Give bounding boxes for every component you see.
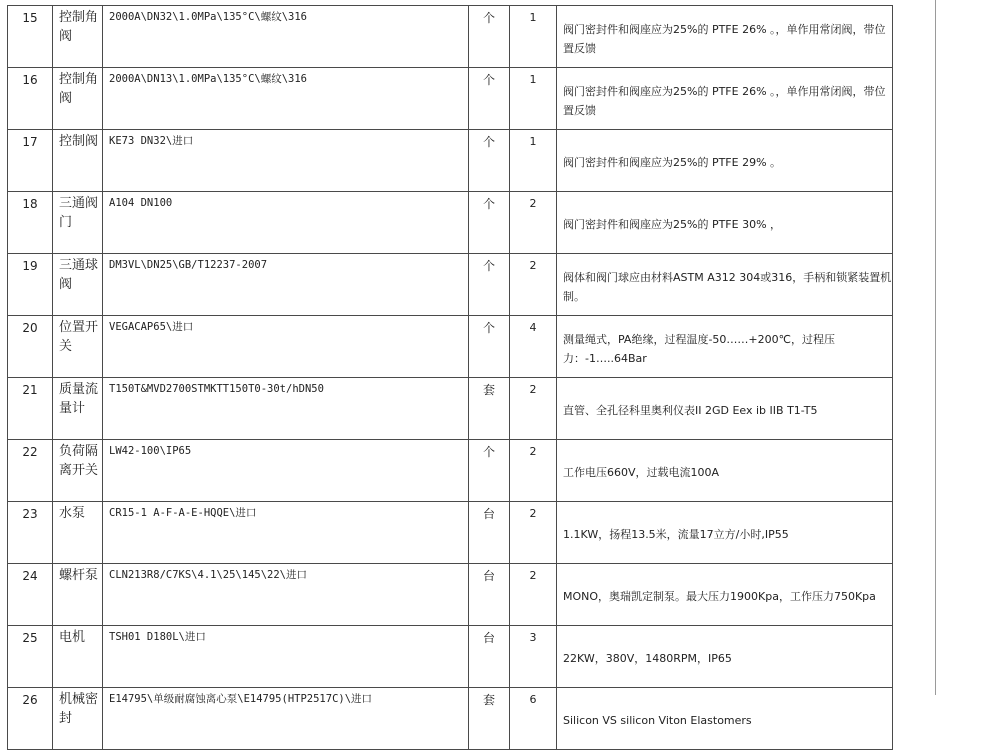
unit-text: 套: [482, 383, 495, 397]
remark-text: 工作电压660V，过载电流100A: [563, 466, 720, 479]
quantity-text: 1: [529, 11, 537, 24]
quantity-cell: [510, 502, 557, 564]
table-row: [8, 130, 893, 192]
item-number-text: 18: [22, 197, 38, 211]
model-spec-cell: [103, 502, 469, 564]
quantity-cell: [510, 378, 557, 440]
quantity-text: 2: [529, 197, 537, 210]
model-spec-cell: [103, 6, 469, 68]
table-row: [8, 564, 893, 626]
unit-cell: [469, 688, 510, 750]
item-number-cell: [8, 192, 53, 254]
remark-cell: [557, 378, 893, 440]
table-row: [8, 192, 893, 254]
item-number-text: 24: [22, 569, 38, 583]
item-number-text: 23: [22, 507, 38, 521]
remark-cell: [557, 192, 893, 254]
item-number-text: 22: [22, 445, 38, 459]
remark-cell: [557, 502, 893, 564]
remark-text: 1.1KW，扬程13.5米，流量17立方/小时,IP55: [563, 528, 789, 541]
remark-cell: [557, 564, 893, 626]
unit-text: 台: [482, 507, 495, 521]
remark-cell: [557, 688, 893, 750]
quantity-cell: [510, 564, 557, 626]
unit-text: 台: [482, 569, 495, 583]
remark-cell: [557, 68, 893, 130]
table-row: [8, 688, 893, 750]
item-number-cell: [8, 564, 53, 626]
item-number-cell: [8, 440, 53, 502]
quantity-text: 6: [529, 693, 537, 706]
quantity-cell: [510, 6, 557, 68]
model-spec-cell: [103, 192, 469, 254]
remark-cell: [557, 316, 893, 378]
table-row: [8, 626, 893, 688]
item-name-cell: [53, 688, 103, 750]
remark-cell: [557, 130, 893, 192]
quantity-text: 2: [529, 259, 537, 272]
quantity-text: 3: [529, 631, 537, 644]
remark-text: 直管、全孔径科里奥利仪表II 2GD Eex ib IIB T1-T5: [563, 404, 818, 417]
quantity-cell: [510, 626, 557, 688]
unit-cell: [469, 254, 510, 316]
quantity-text: 1: [529, 135, 537, 148]
item-name-text: 电机: [59, 630, 86, 645]
model-spec-text: CLN213R8/C7KS\4.1\25\145\22\进口: [109, 569, 308, 581]
quantity-text: 2: [529, 383, 537, 396]
remark-cell: [557, 6, 893, 68]
model-spec-text: CR15-1 A-F-A-E-HQQE\进口: [109, 507, 257, 519]
item-name-text: 水泵: [59, 506, 86, 521]
model-spec-text: KE73 DN32\进口: [109, 135, 194, 147]
quantity-text: 2: [529, 569, 537, 582]
item-name-text: 控制阀: [59, 134, 99, 149]
unit-cell: [469, 68, 510, 130]
quantity-cell: [510, 192, 557, 254]
model-spec-cell: [103, 254, 469, 316]
model-spec-cell: [103, 626, 469, 688]
item-name-text: 三通球阀: [59, 258, 99, 292]
item-name-cell: [53, 626, 103, 688]
table-row: [8, 254, 893, 316]
unit-cell: [469, 316, 510, 378]
unit-cell: [469, 626, 510, 688]
unit-text: 个: [482, 197, 495, 211]
remark-text: 阀门密封件和阀座应为25%的 PTFE 30% ，: [563, 218, 782, 231]
item-name-cell: [53, 192, 103, 254]
model-spec-text: A104 DN100: [109, 197, 173, 209]
equipment-spec-table: [7, 5, 893, 750]
model-spec-text: 2000A\DN13\1.0MPa\135°C\螺纹\316: [109, 73, 308, 85]
unit-text: 个: [482, 445, 495, 459]
item-number-cell: [8, 378, 53, 440]
item-name-cell: [53, 502, 103, 564]
model-spec-text: LW42-100\IP65: [109, 445, 192, 457]
unit-text: 套: [482, 693, 495, 707]
item-name-text: 质量流量计: [59, 382, 99, 416]
model-spec-cell: [103, 130, 469, 192]
model-spec-text: DM3VL\DN25\GB/T12237-2007: [109, 259, 268, 271]
model-spec-cell: [103, 378, 469, 440]
quantity-cell: [510, 254, 557, 316]
model-spec-text: 2000A\DN32\1.0MPa\135°C\螺纹\316: [109, 11, 308, 23]
item-name-cell: [53, 440, 103, 502]
item-name-text: 控制角阀: [59, 10, 99, 44]
unit-text: 个: [482, 11, 495, 25]
item-name-text: 三通阀门: [59, 196, 99, 230]
unit-cell: [469, 6, 510, 68]
item-number-text: 17: [22, 135, 38, 149]
model-spec-cell: [103, 688, 469, 750]
unit-text: 个: [482, 321, 495, 335]
table-row: [8, 6, 893, 68]
remark-text: 22KW，380V，1480RPM，IP65: [563, 652, 732, 665]
item-name-text: 螺杆泵: [59, 568, 99, 583]
remark-text: MONO，奥瑞凯定制泵。最大压力1900Kpa，工作压力750Kpa: [563, 590, 876, 603]
unit-cell: [469, 130, 510, 192]
page-margin-line: [935, 0, 936, 695]
model-spec-text: E14795\单级耐腐蚀离心泵\E14795(HTP2517C)\进口: [109, 693, 373, 705]
item-number-cell: [8, 626, 53, 688]
item-name-cell: [53, 130, 103, 192]
unit-text: 个: [482, 135, 495, 149]
model-spec-cell: [103, 440, 469, 502]
quantity-text: 2: [529, 445, 537, 458]
unit-cell: [469, 192, 510, 254]
unit-cell: [469, 378, 510, 440]
item-name-cell: [53, 316, 103, 378]
item-name-cell: [53, 68, 103, 130]
quantity-cell: [510, 688, 557, 750]
quantity-text: 2: [529, 507, 537, 520]
remark-text: 阀体和阀门球应由材料ASTM A312 304或316，手柄和锁紧装置机制。: [563, 270, 892, 303]
item-number-text: 16: [22, 73, 38, 87]
model-spec-cell: [103, 316, 469, 378]
item-number-text: 19: [22, 259, 38, 273]
remark-text: 阀门密封件和阀座应为25%的 PTFE 26% 。，单作用常闭阀，带位置反馈: [563, 84, 886, 117]
item-name-text: 控制角阀: [59, 72, 99, 106]
item-number-text: 15: [22, 11, 38, 25]
remark-text: 测量绳式，PA绝缘，过程温度-50……+200℃，过程压力：-1…..64Bar: [563, 332, 835, 365]
table-row: [8, 68, 893, 130]
model-spec-text: T150T&MVD2700STMKTT150T0-30t/hDN50: [109, 383, 324, 395]
item-number-text: 25: [22, 631, 38, 645]
item-number-cell: [8, 254, 53, 316]
remark-text: 阀门密封件和阀座应为25%的 PTFE 26% 。，单作用常闭阀，带位置反馈: [563, 22, 886, 55]
item-number-cell: [8, 6, 53, 68]
item-name-cell: [53, 378, 103, 440]
remark-cell: [557, 440, 893, 502]
item-number-text: 20: [22, 321, 38, 335]
quantity-cell: [510, 68, 557, 130]
quantity-cell: [510, 130, 557, 192]
unit-cell: [469, 440, 510, 502]
remark-text: Silicon VS silicon Viton Elastomers: [563, 714, 752, 727]
remark-cell: [557, 626, 893, 688]
item-name-cell: [53, 254, 103, 316]
model-spec-text: VEGACAP65\进口: [109, 321, 194, 333]
unit-cell: [469, 564, 510, 626]
model-spec-cell: [103, 564, 469, 626]
model-spec-text: TSH01 D180L\进口: [109, 631, 206, 643]
unit-text: 个: [482, 73, 495, 87]
remark-text: 阀门密封件和阀座应为25%的 PTFE 29% 。: [563, 156, 782, 169]
unit-text: 个: [482, 259, 495, 273]
remark-cell: [557, 254, 893, 316]
item-name-cell: [53, 6, 103, 68]
quantity-text: 1: [529, 73, 537, 86]
table-row: [8, 440, 893, 502]
table-row: [8, 502, 893, 564]
item-number-text: 21: [22, 383, 38, 397]
table-row: [8, 316, 893, 378]
item-name-text: 位置开关: [59, 320, 99, 354]
unit-text: 台: [482, 631, 495, 645]
item-name-text: 机械密封: [59, 692, 99, 726]
table-row: [8, 378, 893, 440]
quantity-cell: [510, 316, 557, 378]
quantity-cell: [510, 440, 557, 502]
item-number-cell: [8, 130, 53, 192]
model-spec-cell: [103, 68, 469, 130]
item-number-cell: [8, 68, 53, 130]
item-number-cell: [8, 502, 53, 564]
item-number-text: 26: [22, 693, 38, 707]
unit-cell: [469, 502, 510, 564]
item-number-cell: [8, 316, 53, 378]
item-number-cell: [8, 688, 53, 750]
item-name-text: 负荷隔离开关: [59, 444, 99, 478]
item-name-cell: [53, 564, 103, 626]
quantity-text: 4: [529, 321, 537, 334]
equipment-table-body: [8, 6, 893, 750]
